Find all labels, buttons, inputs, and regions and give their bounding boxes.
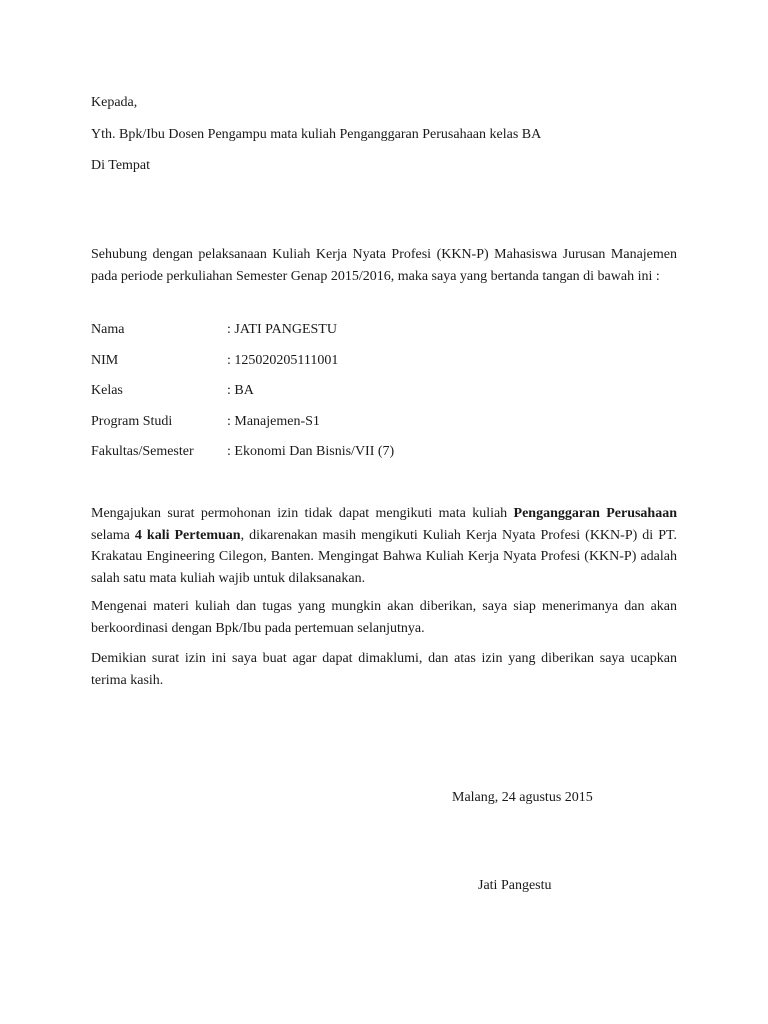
request-paragraph bbox=[91, 503, 677, 589]
field-value-faculty: : Ekonomi Dan Bisnis/VII (7) bbox=[227, 444, 395, 459]
field-label-class: Kelas bbox=[91, 383, 123, 398]
request-text-2: selama bbox=[91, 527, 135, 543]
place-date: Malang, 24 agustus 2015 bbox=[452, 790, 593, 805]
field-label-program: Program Studi bbox=[91, 414, 173, 429]
closing-paragraph: Demikian surat izin ini saya buat agar dapat dimaklumi, dan atas izin yang diberikan saya ucapkan terima kasih. bbox=[91, 651, 677, 688]
field-label-nim: NIM bbox=[91, 353, 119, 368]
field-value-class: : BA bbox=[227, 383, 254, 398]
recipient-line: Yth. Bpk/Ibu Dosen Pengampu mata kuliah Penganggaran Perusahaan kelas BA bbox=[91, 127, 542, 142]
request-text-1: Mengajukan surat permohonan izin tidak dapat mengikuti mata kuliah bbox=[91, 506, 514, 521]
field-label-faculty: Fakultas/Semester bbox=[91, 444, 194, 459]
signer-name: Jati Pangestu bbox=[478, 878, 552, 893]
field-value-program: : Manajemen-S1 bbox=[227, 414, 320, 429]
coordination-paragraph: Mengenai materi kuliah dan tugas yang mungkin akan diberikan, saya siap menerimanya dan akan berkoordinasi dengan Bpk/Ibu pada pertemuan selanjutnya. bbox=[91, 599, 677, 636]
course-name-bold: Penganggaran Perusahaan bbox=[513, 506, 677, 521]
salutation-to: Kepada, bbox=[91, 95, 138, 110]
request-text-3: , dikarenakan masih mengikuti Kuliah Kerja Nyata Profesi (KKN-P) di PT. Krakatau Engineering Cilegon, Banten. Mengingat Bahwa Kuliah Kerja Nyata Profesi (KKN-P) adalah salah satu mata kuliah wajib untuk dilaksanakan. bbox=[91, 527, 677, 586]
field-value-name: : JATI PANGESTU bbox=[227, 322, 337, 337]
intro-paragraph: Sehubung dengan pelaksanaan Kuliah Kerja Nyata Profesi (KKN-P) Mahasiswa Jurusan Manajemen pada periode perkuliahan Semester Genap 2015/2016, maka saya yang bertanda tangan di bawah ini : bbox=[91, 247, 677, 284]
field-label-name: Nama bbox=[91, 322, 125, 337]
location-line: Di Tempat bbox=[91, 158, 151, 173]
field-value-nim: : 125020205111001 bbox=[227, 353, 339, 368]
meeting-count-bold: 4 kali Pertemuan bbox=[134, 527, 241, 543]
